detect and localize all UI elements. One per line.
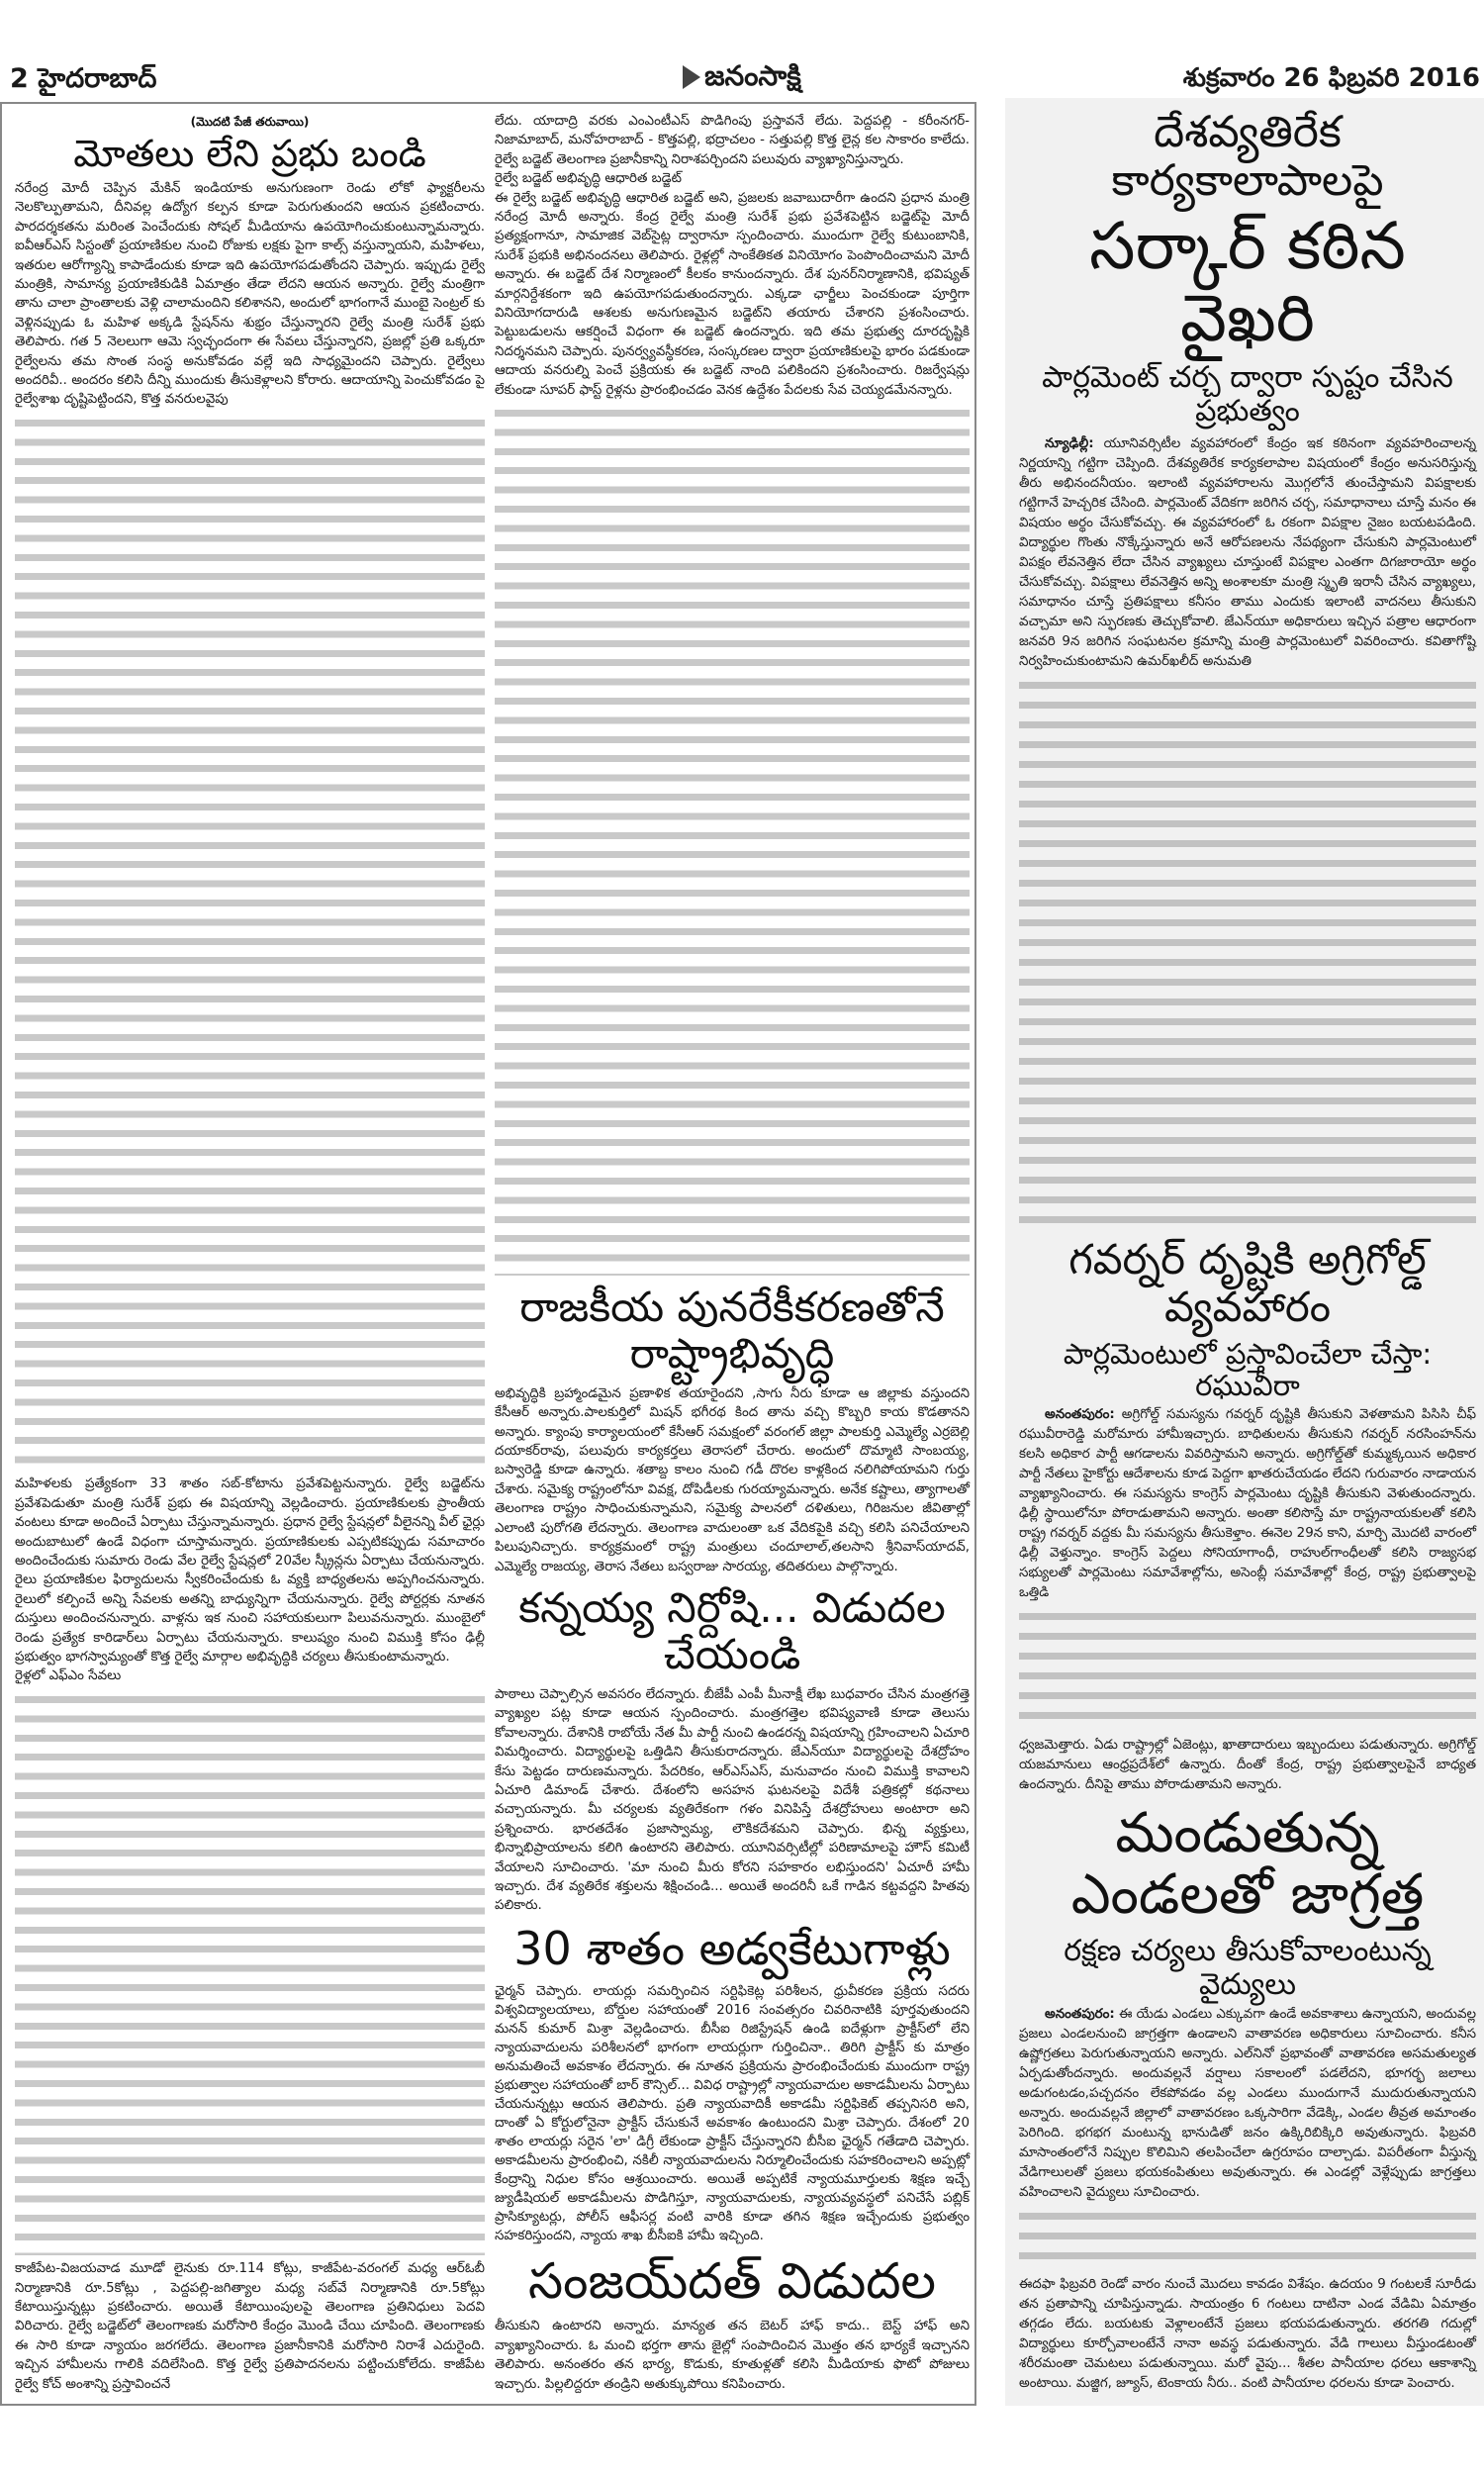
headline-agrigold: గవర్నర్ దృష్టికి అగ్రిగోల్డ్ వ్యవహారం — [1068, 1235, 1427, 1331]
issue-date: శుక్రవారం 26 ఫిబ్రవరి 2016 — [1182, 63, 1480, 93]
text-lines-filler — [1019, 676, 1476, 1229]
paragraph: లేదు. యాదాద్రి వరకు ఎంఎంటీఎస్ పొడిగింపు ప్రస్తావనే లేదు. పెద్దపల్లి - కరీంనగర్-నిజామాబాద్, మనోహరాబాద్ - కొత్తపల్లి, భద్రాచలం - సత్తుపల్లి కొత్త లైన్ల కల సాకారం కాలేదు. రైల్వే బడ్జెట్ తెలంగాణ ప్రజానీకాన్ని నిరాశపర్చిందని పలువురు వ్యాఖ్యానిస్తున్నారు. — [495, 114, 970, 167]
subheading: రైళ్లలో ఎఫ్ఎం సేవలు — [15, 1668, 122, 1684]
headline-rajakeeya: రాజకీయ పునరేకీకరణతోనే రాష్ట్రాభివృద్ధి — [519, 1282, 945, 1378]
paragraph: ఈ యేడు ఎండలు ఎక్కువగా ఉండే అవకాశాలు ఉన్నాయని, అందువల్ల ప్రజలు ఎండలనుంచి జాగ్రత్తగా ఉండాలని వాతావరణ అధికారులు సూచించారు. కనీస ఉష్ణోగ్రతలు పెరుగుతున్నాయని అన్నారు. ఎల్‌నినో ప్రభావంతో వాతావరణ అసమతుల్యత ఏర్పడుతోందన్నారు. అందువల్లనే వర్షాలు సకాలంలో పడలేదని, భూగర్భ జలాలు అడుగంటడం,పచ్చదనం లేకపోవడం వల్ల ఎండలు ముందుగానే ముదురుతున్నాయని అన్నారు. అందువల్లనే జిల్లాలో వాతావరణం ఒక్కసారిగా వేడెక్కి, ఎండల తీవ్రత అమాంతం పెరిగింది. భగభగ మంటున్న భానుడితో జనం ఉక్కిరిబిక్కిరి అవుతున్నారు. ఫిబ్రవరి మాసాంతంలోనే నిప్పుల కొలిమిని తలపించేలా ఉగ్రరూపం దాల్చాడు. విపరీతంగా వీస్తున్న వేడిగాలులతో ప్రజలు భయకంపితులు అవుతున్నారు. ఈ ఎండల్లో వెళ్లేప్పుడు జాగ్రత్తలు వహించాలని వైద్యులు సూచించారు. — [1019, 2007, 1476, 2201]
subheading: రైల్వే బడ్జెట్ అభివృద్ధి ఆధారిత బడ్జెట్ — [495, 171, 682, 187]
article-body — [15, 2259, 485, 2394]
paragraph: నరేంద్ర మోదీ చెప్పిన మేకిన్ ఇండియాకు అనుగుణంగా రెండు లోకో ఫ్యాక్టరీలను నెలకొల్పుతామని, దీనివల్ల ఉద్యోగ కల్పన కూడా పెరుగుతుందని ఆయన ప్రకటించారు. పారదర్శకతను మరింత పెంచేందుకు సోషల్ మీడియాను ఉపయోగించుకుంటున్నామన్నారు. ఐవీఆర్ఎస్ సిస్టంతో ప్రయాణికుల నుంచి రోజుకు లక్షకు పైగా కాల్స్ వస్తున్నాయని, మహిళలు, ఇతరుల ఆరోగ్యాన్ని కాపాడేందుకు కూడా ఇది ఉపయోగపడుతోందని చెప్పారు. ఇప్పుడు రైల్వే మంత్రికి, సామాన్య ప్రయాణికుడికి ఏమాత్రం తేడా లేదని ఆయన అన్నారు. రైల్వే మంత్రిగా తాను చాలా ప్రాంతాలకు వెళ్లి చాలామందిని కలిశానని, అందులో భాగంగానే ముంబై సెంట్రల్ కు వెళ్లినప్పుడు ఓ మహిళ అక్కడి స్టేషన్‌ను శుభ్రం చేస్తున్నారని రైల్వే మంత్రి సురేశ్ ప్రభు తెలిపారు. గత 5 నెలలుగా ఆమె స్వచ్ఛందంగా ఈ సేవలు చేస్తున్నారని, ప్రజల్లో ప్రతి ఒక్కరూ రైల్వేలను తమ సొంత సంస్థ అనుకోవడం వల్లే ఇది సాధ్యమైందని చెప్పారు. రైల్వేలు అందరివీ.. అందరం కలిసి దీన్ని ముందుకు తీసుకెళ్లాలని కోరారు. ఆదాయాన్ని పెంచుకోవడం పై రైల్వేశాఖ దృష్టిపెట్టిందని, కొత్త వనరులవైపు — [15, 180, 485, 408]
left-column — [15, 112, 485, 2394]
paragraph: మహిళలకు ప్రత్యేకంగా 33 శాతం సబ్-కోటాను ప్రవేశపెట్టనున్నారు. రైల్వే బడ్జెట్‌ను ప్రవేశపెడుతూ మంత్రి సురేశ్ ప్రభు ఈ విషయాన్ని వెల్లడించారు. ప్రయాణికులకు ప్రాంతీయ వంటలు కూడా అందించే ఏర్పాటు చేస్తున్నామన్నారు. ప్రధాన రైల్వే స్టేషన్లలో వీలైనన్ని వీల్ ఛైర్లు అందుబాటులో ఉండే విధంగా చూస్తామన్నారు. ప్రయాణికులకు ఎప్పటికప్పుడు సమాచారం అందించేందుకు సుమారు రెండు వేల రైల్వే స్టేషన్లలో 20వేల స్క్రీన్లను ఏర్పాటు చేయనున్నారు. రైలు ప్రయాణికుల ఫిర్యాదులను స్వీకరించేందుకు ఓ వ్యక్తి బాధ్యతలను అప్పగించనున్నారు. రైలులో కల్పించే అన్ని సేవలకు అతన్ని బాధ్యున్నిగా చేయనున్నారు. రైల్వే పోర్టర్లకు నూతన దుస్తులు అందించనున్నారు. వాళ్లను ఇక నుంచి సహాయకులుగా పిలువనున్నారు. ముంబైలో రెండు ప్రత్యేక కారిడార్‌లు ఏర్పాటు చేయనున్నారు. కాలుష్యం నుంచి విముక్తి కోసం ఢిల్లీ ప్రభుత్వం భాగస్వామ్యంతో కొత్త రైల్వే మార్గాల అభివృద్ధికి చర్యలు తీసుకుంటామన్నారు. — [15, 1476, 485, 1665]
paragraph: ఛైర్మన్ చెప్పారు. లాయర్లు సమర్పించిన సర్టిఫికెట్ల పరిశీలన, ధ్రువీకరణ ప్రక్రియ సదరు విశ్వవిద్యాలయాలు, బోర్డుల సహాయంతో 2016 సంవత్సరం చివరినాటికి పూర్తవుతుందని మనన్ కుమార్ మిశ్రా వెల్లడించారు. బీసీఐ రిజిస్ట్రేషన్ ఉండి ఐదేళ్లుగా ప్రాక్టీస్‌లో లేని న్యాయవాదులను పరిశీలనలో భాగంగా లాయర్లుగా గుర్తించినా.. తిరిగి ప్రాక్టీస్ కు మాత్రం అనుమతించే అవకాశం లేదన్నారు. ఈ నూతన ప్రక్రియను ప్రారంభించేందుకు ముందుగా రాష్ట్ర ప్రభుత్వాల సహాయంతో బార్ కౌన్సిల్... వివిధ రాష్ట్రాల్లో న్యాయవాదుల అకాడమీలను ఏర్పాటు చేయనున్నట్లు ఆయన తెలిపారు. ప్రతి న్యాయవాదికీ అకాడమీ సర్టిఫికెట్ తప్పనిసరి అని, దాంతో ఏ కోర్టులోనైనా ప్రాక్టీస్ చేసుకునే అవకాశం ఉంటుందని మిశ్రా చెప్పారు. దేశంలో 20 శాతం లాయర్లు సరైన 'లా' డిగ్రీ లేకుండా ప్రాక్టీస్ చేస్తున్నారని బీసీఐ ఛైర్మన్ గతేడాది చెప్పారు. అకాడమీలను ప్రారంభించి, నకిలీ న్యాయవాదులను నిర్మూలించేందుకు సహకరించాలని అప్పట్లో కేంద్రాన్ని నిధుల కోసం ఆశ్రయించారు. అయితే అప్పటికే న్యాయమూర్తులకు శిక్షణ ఇచ్చే జ్యుడీషియల్ అకాడమీలను పొడిగిస్తూ, న్యాయవాదులకు, న్యాయవ్యవస్థలో పనిచేసే పబ్లిక్ ప్రాసిక్యూటర్లు, పోలీస్ ఆఫీసర్ల వంటి వారికి కూడా తగిన శిక్షణ ఇచ్చేందుకు ప్రభుత్వం సహకరిస్తుందని, న్యాయ శాఖ బీసీఐకి హామీ ఇచ్చింది. — [495, 1984, 970, 2244]
continued-note: (మొదటి పేజీ తరువాయి) — [190, 115, 310, 129]
headline-heat-wave: మండుతున్న ఎండలతో జాగ్రత్త — [1070, 1800, 1425, 1928]
paragraph: తీసుకుని ఉంటారని అన్నారు. మాన్యత తన బెటర్ హాఫ్ కాదు.. బెస్ట్ హాఫ్ అని వ్యాఖ్యానించారు. ఓ మంచి భర్తగా తాను జైల్లో సంపాదించిన మొత్తం తన భార్యకే ఇచ్చానని తెలిపారు. అనంతరం తన భార్య, కొడుకు, కూతుళ్లతో కలిసి మీడియాకు ఫొటో పోజులు ఇచ్చారు. పిల్లలిద్దరూ తండ్రిని అతుక్కుపోయి కనిపించారు. — [495, 2319, 970, 2392]
logo-text: జనంసాక్షి — [704, 59, 801, 92]
logo-arrow-icon — [683, 65, 700, 89]
article-body — [1019, 2005, 1476, 2203]
newspaper-logo — [554, 59, 930, 99]
subheadline-parliament: పార్లమెంట్ చర్చ ద్వారా స్పష్టం చేసిన ప్రభుత్వం — [1042, 360, 1453, 428]
article-body — [495, 2317, 970, 2394]
page-number: 2 — [10, 63, 29, 94]
article-body — [15, 179, 485, 410]
paragraph: అగ్రిగోల్డ్ సమస్యను గవర్నర్ దృష్టికి తీసుకుని వెళతామని పిసిసి చీఫ్ రఘువీరారెడ్డి మరోమారు హామీఇచ్చారు. బాధితులను తీసుకుని గవర్నర్ నరసింహన్‌ను కలసి అధికార పార్టీ ఆగడాలను వివరిస్తామని అన్నారు. అగ్రిగోల్డ్‌తో కుమ్మక్కయిన అధికార పార్టీ నేతలు హైకోర్టు ఆదేశాలను కూడ పెద్దగా ఖాతరుచేయడం లేదని గురువారం నాడాయన వ్యాఖ్యానించారు. ఈ సమస్యను కాంగ్రెస్ పార్లమెంటు దృష్టికి తీసుకుని వెళుతుందన్నారు. ఢిల్లీ స్థాయిలోనూ పోరాడుతామని అన్నారు. అంతా కలిసొస్తే మా రాష్ట్రనాయకులతో కలిసి రాష్ట్ర గవర్నర్ వద్దకు మీ సమస్యను తీసుకెళ్తాం. ఈనెల 29న కాని, మార్చి మొదటి వారంలో ఢిల్లీ వెళ్తున్నాం. కాంగ్రెస్ పెద్దలు సోనియాగాంధీ, రాహుల్‌గాంధీలతో కలిసి రాజ్యసభ సభ్యులతో పార్లమెంటు సమావేశాల్లోను, అసెంబ్లీ సమావేశాల్లో కేంద్ర, రాష్ట్ర ప్రభుత్వాలపై ఒత్తిడి — [1019, 1407, 1476, 1601]
article-body — [1019, 2275, 1476, 2394]
paragraph: ధ్వజమెత్తారు. ఏడు రాష్ట్రాల్లో ఏజెంట్లు, ఖాతాదారులు ఇబ్బందులు పడుతున్నారు. అగ్రిగోల్డ్ యజమానులు ఆంధ్రప్రదేశ్‌లో ఉన్నారు. దీంతో కేంద్ర, రాష్ట్ర ప్రభుత్వాలపైనే బాధ్యత ఉందన్నారు. దీనిపై తాము పోరాడుతామని అన్నారు. — [1019, 1737, 1476, 1792]
kicker-anti-national: దేశవ్యతిరేక కార్యకాలాపాలపై — [1111, 107, 1384, 207]
text-lines-filler — [15, 414, 485, 1472]
article-body — [495, 1685, 970, 1916]
subheadline-raghuveera: పార్లమెంటులో ప్రస్తావించేలా చేస్తా: రఘువీరా — [1063, 1336, 1433, 1402]
text-lines-filler — [1019, 1607, 1476, 1731]
city-name: హైదరాబాద్ — [38, 63, 157, 94]
article-body — [495, 1384, 970, 1576]
headline-advocates: 30 శాతం అడ్వకేటుగాళ్లు — [513, 1921, 951, 1975]
paragraph: కాజీపేట-విజయవాడ మూడో లైనుకు రూ.114 కోట్లు, కాజీపేట-వరంగల్ మధ్య ఆర్ఓబీ నిర్మాణానికి రూ.5కోట్లు , పెద్దపల్లి-జగిత్యాల మధ్య సబ్‌వే నిర్మాణానికి రూ.5కోట్లు కేటాయిస్తున్నట్లు ప్రకటించారు. అయితే కేటాయింపులపై తెలంగాణ ప్రతినిధులు పెదవి విరిచారు. రైల్వే బడ్జెట్‌లో తెలంగాణకు మరోసారి కేంద్రం మొండి చేయి చూపింది. తెలంగాణకు ఈ సారి కూడా న్యాయం జరగలేదు. తెలంగాణ ప్రజానీకానికి మరోసారి నిరాశే ఎదురైంది. ఇచ్చిన హామీలను గాలికి వదిలేసింది. కొత్త రైల్వే ప్రతిపాదనలను పట్టించుకోలేదు. కాజీపేట రైల్వే కోచ్ అంశాన్ని ప్రస్తావించనే — [15, 2261, 485, 2392]
right-feature-box — [1005, 98, 1484, 2406]
article-body — [1019, 1736, 1476, 1795]
headline-government-stance: సర్కార్ కఠిన వైఖరి — [1089, 207, 1406, 357]
paragraph: ఈదఫా ఫిబ్రవరి రెండో వారం నుంచే మొదలు కావడం విశేషం. ఉదయం 9 గంటలకే సూరీడు తన ప్రతాపాన్ని చూపిస్తున్నాడు. సాయంత్రం 6 గంటలు దాటినా ఎండ వేడిమి ఏమాత్రం తగ్గడం లేదు. బయటకు వెళ్లాలంటేనే ప్రజలు భయపడుతున్నారు. తరగతి గదుల్లో విద్యార్థులు కూర్చోవాలంటేనే నానా అవస్థ పడుతున్నారు. వేడి గాలులు వీస్తుండటంతో శరీరమంతా చెమటలు పడుతున్నాయి. మరో వైపు... శీతల పానీయాల ధరలు ఆకాశాన్ని అంటాయి. మజ్జిగ, జ్యూస్, టెంకాయ నీరు.. వంటి పానీయాల ధరలను కూడా పెంచారు. — [1019, 2276, 1476, 2391]
dateline: అనంతపురం: — [1045, 2007, 1115, 2023]
paragraph: ఈ రైల్వే బడ్జెట్ అభివృద్ధి ఆధారిత బడ్జెట్ అని, ప్రజలకు జవాబుదారీగా ఉందని ప్రధాన మంత్రి నరేంద్ర మోదీ అన్నారు. కేంద్ర రైల్వే మంత్రి సురేశ్ ప్రభు ప్రవేశపెట్టిన బడ్జెట్‌పై మోదీ ప్రత్యక్షంగానూ, సామాజిక వెబ్‌సైట్ల ద్వారానూ స్పందించారు. ముందుగా రైల్వే కుటుంబానికి, సురేశ్ ప్రభుకి అభినందనలు తెలిపారు. రైళ్లల్లో సాంకేతికత వినియోగం పెంపొందించామని మోదీ అన్నారు. ఈ బడ్జెట్ దేశ నిర్మాణంలో కీలకం కానుందన్నారు. దేశ పునర్‌నిర్మాణానికి, భవిష్యత్ మార్గనిర్దేశకంగా ఇది ఉపయోగపడుతుందన్నారు. ఎక్కడా ఛార్జీలు పెంచకుండా పూర్తిగా వినియోగదారుడి ఆశలకు అనుగుణమైన బడ్జెట్‌ని తయారు చేశారని ప్రశంసించారు. పెట్టుబడులను ఆకర్షించే విధంగా ఈ బడ్జెట్ ఉందన్నారు. ఇది తమ ప్రభుత్వ దూరదృష్టికి నిదర్శనమని చెప్పారు. పునర్వ్యవస్థీకరణ, సంస్కరణల ద్వారా ప్రయాణికులపై భారం పడకుండా ఆదాయ వనరుల్ని పెంచే ప్రక్రియకు ఈ బడ్జెట్ నాంది పలికిందని ప్రశంసించారు. రిజర్వేషన్లు లేకుండా సూపర్ ఫాస్ట్ రైళ్లను ప్రారంభించడం వెనక ఉద్దేశం పేదలకు సేవ చెయ్యడమేనన్నారు. — [495, 190, 970, 398]
subheadline-doctors: రక్షణ చర్యలు తీసుకోవాలంటున్న వైద్యులు — [1064, 1934, 1432, 2002]
dateline: న్యూఢిల్లీ: — [1045, 435, 1094, 451]
article-body — [1019, 1405, 1476, 1603]
headline-railway-budget: మోతలు లేని ప్రభు బండి — [73, 132, 426, 176]
page-number-and-city — [10, 63, 156, 101]
paragraph: పాఠాలు చెప్పాల్సిన అవసరం లేదన్నారు. బీజేపీ ఎంపీ మీనాక్షీ లేఖ బుధవారం చేసిన మంత్రగత్తె వ్యాఖ్యల పట్ల కూడా ఆయన స్పందించారు. మంత్రగత్తెల భవిష్యవాణి కూడా తెలుసు కోవాలన్నారు. దేశానికి రాబోయే నేత మీ పార్టీ నుంచి ఉండరన్న విషయాన్ని గ్రహించాలని ఏచూరి విమర్శించారు. విద్యార్థులపై ఒత్తిడిని తీసుకురాదన్నారు. జేఎన్‌యూ విద్యార్థులపై దేశద్రోహం కేసు పెట్టడం దారుణమన్నారు. పేదరికం, ఆర్ఎస్ఎస్, మనువాదం నుంచి విముక్తి కావాలని ఏచూరి డిమాండ్ చేశారు. దేశంలోని అసహన ఘటనలపై విదేశీ పత్రికల్లో కథనాలు వచ్చాయన్నారు. మీ చర్యలకు వ్యతిరేకంగా గళం వినిపిస్తే దేశద్రోహులు అంటారా అని ప్రశ్నించారు. భారతదేశం ప్రజాస్వామ్య, లౌకికదేశమని చెప్పారు. భిన్న వ్యక్తులు, భిన్నాభిప్రాయాలను కలిగి ఉంటారని తెలిపారు. యూనివర్సిటీల్లో పరిణామాలపై హౌస్ కమిటీ వేయాలని సూచించారు. 'మా నుంచి మీరు కోరని సహకారం లభిస్తుందని' ఏచూరీ హామీ ఇచ్చారు. దేశ వ్యతిరేక శక్తులను శిక్షించండి... అయితే అందరినీ ఒకే గాడిన కట్టవద్దని హితవు పలికారు. — [495, 1686, 970, 1914]
article-body — [15, 1475, 485, 1685]
dateline: అనంతపురం: — [1045, 1407, 1115, 1423]
article-body — [495, 112, 970, 400]
headline-sanjay-dutt: సంజయ్‌దత్ విడుదల — [528, 2252, 936, 2311]
text-lines-filler — [495, 404, 970, 1276]
text-lines-filler — [1019, 2207, 1476, 2271]
paragraph: అభివృద్ధికి బ్రహ్మాండమైన ప్రణాళిక తయారైందని ,సాగు నీరు కూడా ఆ జిల్లాకు వస్తుందని కేసీఆర్ అన్నారు.పాలకుర్తిలో మిషన్ భగీరథ కింద తాను వచ్చి కొబ్బరి కాయ కొడతానని అన్నారు. క్యాంపు కార్యాలయంలో కేసీఆర్ సమక్షంలో వరంగల్ జిల్లా పాలకుర్తి ఎమ్మెల్యే ఎర్రబెల్లి దయాకర్‌రావు, పలువురు కార్యకర్తలు తెరాసలో చేరారు. అందులో దొమ్మాటి సాంబయ్య, బస్వారెడ్డి కూడా ఉన్నారు. శతాబ్ద కాలం నుంచి గడీ దొరల కాళ్లకింద నలిగిపోయామని గుర్తు చేశారు. సమైక్య రాష్ట్రంలోనూ వివక్ష, దోపిడీలకు గురయ్యామన్నారు. అనేక కష్టాలు, త్యాగాలతో తెలంగాణ రాష్ట్రం సాధించుకున్నామని, సమైక్య పాలనలో దళితులు, గిరిజనుల జీవితాల్లో ఎలాంటి పురోగతి లేదన్నారు. తెలంగాణ వాదులంతా ఒక వేదికపైకి వచ్చి కలిసి పనిచేయాలని పిలుపునిచ్చారు. కార్యక్రమంలో రాష్ట్ర మంత్రులు చందూలాల్,తలసాని శ్రీనివాస్‌యాదవ్, ఎమ్మెల్యే రాజయ్య, తెరాస నేతలు బస్వరాజు సారయ్య, తదితరులు పాల్గొన్నారు. — [495, 1385, 970, 1574]
left-articles-frame — [0, 102, 976, 2406]
paragraph: యూనివర్సిటీల వ్యవహారంలో కేంద్రం ఇక కఠినంగా వ్యవహరించాలన్న నిర్ణయాన్ని గట్టిగా చెప్పింది. దేశవ్యతిరేక కార్యకలాపాల విషయంలో కేంద్రం అనుసరిస్తున్న తీరు అభినందనీయం. ఇలాంటి వ్యవహారాలను మొగ్గలోనే తుంచేస్తామని విపక్షాలకు గట్టిగానే హెచ్చరిక చేసింది. పార్లమెంట్ వేదికగా జరిగిన చర్చ, సమాధానాలు చూస్తే మనం ఈ విషయం అర్థం చేసుకోవచ్చు. ఈ వ్యవహారంలో ఓ రకంగా విపక్షాల నైజం బయటపడింది. విద్యార్థుల గొంతు నొక్కేస్తున్నారు అనే ఆరోపణలను నేపథ్యంగా చేసుకుని పార్లమెంటులో విపక్షం లేవనెత్తిన లేదా చేసిన వ్యాఖ్యలు చూస్తుంటే విపక్షాల ఎంతగా దిగజారాయో అర్థం చేసుకోవచ్చు. విపక్షాలు లేవనెత్తిన అన్ని అంశాలకూ మంత్రి స్మృతి ఇరానీ చేసిన వ్యాఖ్యలు, సమాధానం చూస్తే ప్రతిపక్షాలు కనీసం తాము ఎందుకు ఇలాంటి వాదనలు తీసుకుని వచ్చామా అని స్ఫురణకు తెచ్చుకోవాలి. జేఎన్‌యూ అధికారులు ఇచ్చిన పత్రాల ఆధారంగా జనవరి 9న జరిగిన సంఘటనల క్రమాన్ని మంత్రి పార్లమెంటులో వివరించారు. కవితాగోష్టి నిర్వహించుకుంటామని ఉమర్‌ఖలీద్ అనుమతి — [1019, 435, 1476, 669]
middle-column — [495, 112, 970, 2394]
text-lines-filler — [15, 1690, 485, 2255]
article-body — [495, 1982, 970, 2245]
article-body — [1019, 434, 1476, 672]
headline-kanhaiya: కన్నయ్య నిర్దోషి... విడుదల చేయండి — [518, 1582, 946, 1678]
